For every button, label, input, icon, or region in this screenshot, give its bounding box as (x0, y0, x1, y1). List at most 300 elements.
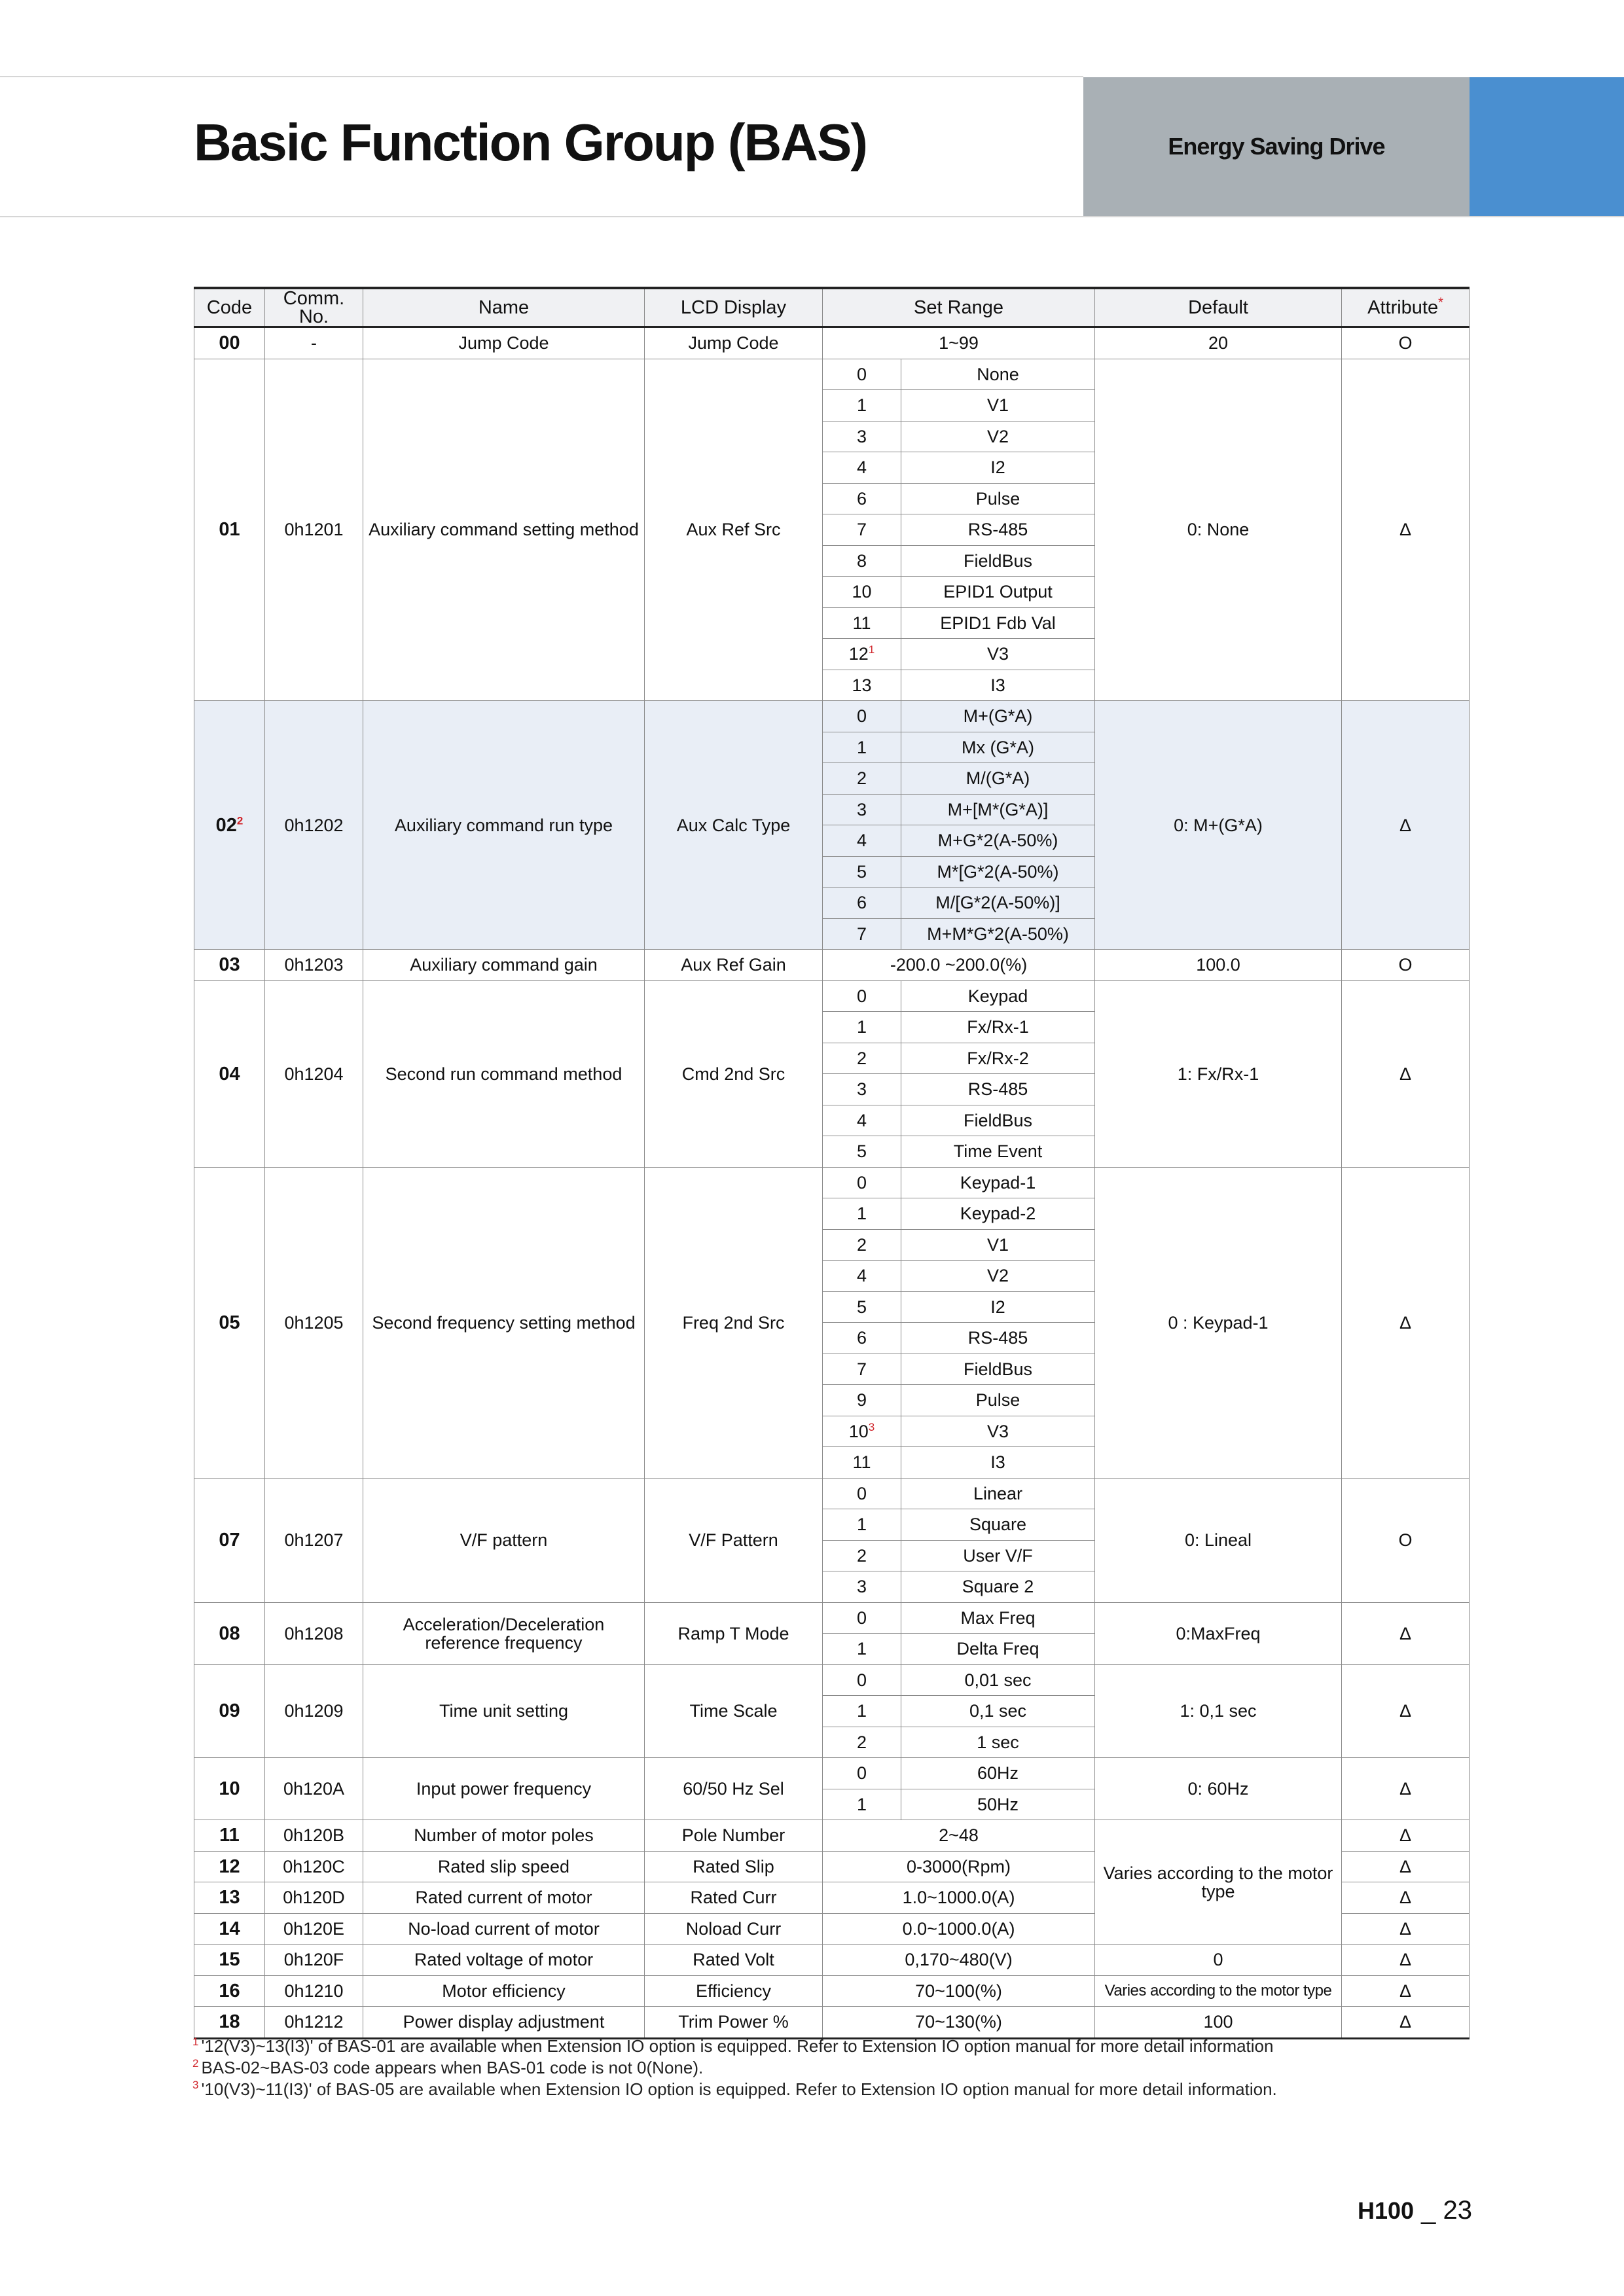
param-default: 0 (1095, 1945, 1342, 1976)
param-comm-no: 0h1212 (265, 2007, 363, 2039)
option-label: Fx/Rx-1 (901, 1012, 1095, 1043)
option-value-text: 3 (856, 799, 867, 819)
option-label: RS-485 (901, 1323, 1095, 1354)
table-row (194, 1820, 1470, 1852)
option-value (823, 888, 901, 919)
param-code-text: 05 (219, 1312, 240, 1333)
attribute-header-label: Attribute (1367, 297, 1439, 318)
option-value (823, 1416, 901, 1447)
param-lcd-display: V/F Pattern (645, 1478, 823, 1602)
option-value-text: 2 (856, 1048, 867, 1068)
table-row (194, 1664, 1470, 1696)
option-value (823, 670, 901, 701)
param-attribute: Δ (1342, 1758, 1470, 1820)
param-lcd-display: Aux Calc Type (645, 701, 823, 950)
param-set-range: 1~99 (823, 327, 1095, 359)
option-value (823, 1074, 901, 1105)
option-label: EPID1 Fdb Val (901, 607, 1095, 639)
footnote-1 (192, 2036, 1502, 2057)
param-default: 100.0 (1095, 950, 1342, 981)
option-value (823, 825, 901, 857)
option-label: I3 (901, 1447, 1095, 1479)
col-header-lcd-display: LCD Display (645, 288, 823, 327)
option-value (823, 1540, 901, 1571)
param-lcd-display: Ramp T Mode (645, 1602, 823, 1664)
col-header-code: Code (194, 288, 265, 327)
option-label: V3 (901, 1416, 1095, 1447)
param-name: Rated slip speed (363, 1851, 645, 1882)
option-label: V1 (901, 1229, 1095, 1261)
option-value (823, 1571, 901, 1603)
param-attribute: Δ (1342, 1975, 1470, 2007)
option-value (823, 421, 901, 452)
option-value-text: 5 (856, 1297, 867, 1317)
param-name: Second run command method (363, 980, 645, 1167)
option-value (823, 545, 901, 577)
option-value (823, 1012, 901, 1043)
option-label: Keypad-2 (901, 1198, 1095, 1230)
option-value-text: 5 (856, 1141, 867, 1162)
option-value-text: 1 (856, 1701, 867, 1721)
param-name: Second frequency setting method (363, 1167, 645, 1478)
option-value (823, 1323, 901, 1354)
option-value (823, 1136, 901, 1168)
param-code-text: 01 (219, 519, 240, 541)
param-code (194, 1882, 265, 1914)
param-comm-no: 0h120E (265, 1913, 363, 1945)
param-attribute: Δ (1342, 1820, 1470, 1852)
param-comm-no: 0h1205 (265, 1167, 363, 1478)
table-row (194, 1478, 1470, 1509)
param-comm-no: 0h120B (265, 1820, 363, 1852)
option-value (823, 1509, 901, 1541)
param-default: 20 (1095, 327, 1342, 359)
option-label: Keypad (901, 980, 1095, 1012)
option-value-text: 1 (856, 1017, 867, 1037)
param-set-range: 1.0~1000.0(A) (823, 1882, 1095, 1914)
option-value (823, 1447, 901, 1479)
param-name: Jump Code (363, 327, 645, 359)
option-value-text: 1 (856, 1204, 867, 1224)
option-value-text: 0 (856, 1172, 867, 1193)
param-lcd-display: Freq 2nd Src (645, 1167, 823, 1478)
param-set-range: 70~130(%) (823, 2007, 1095, 2039)
option-label: Linear (901, 1478, 1095, 1509)
param-code (194, 2007, 265, 2039)
option-value (823, 1634, 901, 1665)
option-label: Time Event (901, 1136, 1095, 1168)
param-lcd-display: Pole Number (645, 1820, 823, 1852)
option-label: Square (901, 1509, 1095, 1541)
param-set-range: 70~100(%) (823, 1975, 1095, 2007)
param-lcd-display: 60/50 Hz Sel (645, 1758, 823, 1820)
option-label: Keypad-1 (901, 1167, 1095, 1198)
option-label: FieldBus (901, 545, 1095, 577)
section-label: Energy Saving Drive (1168, 133, 1385, 160)
option-value-text: 4 (856, 1266, 867, 1286)
option-label: I2 (901, 452, 1095, 484)
option-value-text: 4 (856, 457, 867, 478)
option-value (823, 701, 901, 732)
col-header-attribute (1342, 288, 1470, 327)
table-row (194, 1758, 1470, 1789)
option-value (823, 483, 901, 514)
param-code-text: 09 (219, 1700, 240, 1722)
option-label: RS-485 (901, 514, 1095, 546)
option-label: 50Hz (901, 1789, 1095, 1820)
param-name: Power display adjustment (363, 2007, 645, 2039)
option-value-text: 0 (856, 1763, 867, 1784)
param-code (194, 1851, 265, 1882)
option-label: Max Freq (901, 1602, 1095, 1634)
option-label: M/(G*A) (901, 763, 1095, 795)
option-value (823, 763, 901, 795)
param-name: V/F pattern (363, 1478, 645, 1602)
option-value-text: 9 (856, 1390, 867, 1410)
option-label: M+G*2(A-50%) (901, 825, 1095, 857)
param-lcd-display: Noload Curr (645, 1913, 823, 1945)
page-number-value: 23 (1443, 2196, 1472, 2225)
param-comm-no: 0h1203 (265, 950, 363, 981)
param-code (194, 701, 265, 950)
option-value (823, 577, 901, 608)
param-code-text: 13 (219, 1887, 240, 1909)
param-name: Acceleration/Deceleration reference frequency (363, 1602, 645, 1664)
option-label: M+(G*A) (901, 701, 1095, 732)
option-value-text: 1 (856, 1639, 867, 1659)
option-value-text: 3 (856, 426, 867, 446)
footnote-text: '12(V3)~13(I3)' of BAS-01 are available when Extension IO option is equipped. Refer to Extension IO option manual for more detail information (201, 2036, 1274, 2056)
param-code (194, 1478, 265, 1602)
footnote-2 (192, 2057, 1502, 2079)
col-header-comm-no: Comm. No. (265, 288, 363, 327)
option-value (823, 514, 901, 546)
param-default: Varies according to the motor type (1095, 1820, 1342, 1945)
param-attribute: Δ (1342, 1882, 1470, 1914)
option-label: 60Hz (901, 1758, 1095, 1789)
accent-block (1470, 77, 1624, 216)
param-code-text: 07 (219, 1530, 240, 1551)
param-code-text: 10 (219, 1778, 240, 1799)
param-comm-no: 0h1208 (265, 1602, 363, 1664)
footnotes (192, 2036, 1502, 2100)
option-value-text: 1 (856, 395, 867, 416)
param-attribute: Δ (1342, 359, 1470, 701)
param-default: 0: Lineal (1095, 1478, 1342, 1602)
option-value-text: 0 (856, 706, 867, 726)
option-value (823, 980, 901, 1012)
param-code-text: 08 (219, 1623, 240, 1644)
footnote-text: '10(V3)~11(I3)' of BAS-05 are available when Extension IO option is equipped. Refer to Extension IO option manual for more detail information. (201, 2079, 1277, 2099)
table-row (194, 1602, 1470, 1634)
param-attribute: O (1342, 327, 1470, 359)
footnote-text: BAS-02~BAS-03 code appears when BAS-01 code is not 0(None). (201, 2058, 704, 2077)
option-label: I3 (901, 670, 1095, 701)
param-lcd-display: Trim Power % (645, 2007, 823, 2039)
option-value (823, 1198, 901, 1230)
option-label: V1 (901, 390, 1095, 422)
option-value (823, 1229, 901, 1261)
table-row (194, 1945, 1470, 1976)
option-label: FieldBus (901, 1105, 1095, 1136)
param-default: 0: 60Hz (1095, 1758, 1342, 1820)
param-code-text: 04 (219, 1063, 240, 1085)
param-code-text: 14 (219, 1918, 240, 1939)
param-code-text: 12 (219, 1856, 240, 1877)
param-code (194, 1758, 265, 1820)
option-value (823, 1291, 901, 1323)
param-comm-no: 0h1202 (265, 701, 363, 950)
option-value (823, 856, 901, 888)
option-value-text: 6 (856, 488, 867, 509)
param-code-text: 03 (219, 954, 240, 976)
footnote-number: 2 (192, 2057, 199, 2070)
col-header-name: Name (363, 288, 645, 327)
table-row (194, 950, 1470, 981)
param-name: Rated voltage of motor (363, 1945, 645, 1976)
option-value (823, 1602, 901, 1634)
param-default: 0: M+(G*A) (1095, 701, 1342, 950)
option-value-text: 0 (856, 986, 867, 1006)
option-value-text: 0 (856, 364, 867, 384)
option-value-text: 4 (856, 831, 867, 851)
option-value-text: 11 (852, 1452, 871, 1473)
option-value (823, 1727, 901, 1758)
option-value (823, 639, 901, 670)
option-value-text: 12 (848, 644, 869, 664)
param-code-text: 18 (219, 2011, 240, 2033)
param-default: 0 : Keypad-1 (1095, 1167, 1342, 1478)
param-code (194, 1602, 265, 1664)
param-name: Motor efficiency (363, 1975, 645, 2007)
option-value-text: 13 (852, 675, 872, 695)
option-label: 0,01 sec (901, 1664, 1095, 1696)
param-code (194, 1167, 265, 1478)
option-value-text: 0 (856, 1483, 867, 1503)
param-code (194, 950, 265, 981)
model-name: H100 (1357, 2197, 1415, 2224)
table-row (194, 1167, 1470, 1198)
page-title: Basic Function Group (BAS) (194, 113, 867, 171)
option-label: Fx/Rx-2 (901, 1043, 1095, 1074)
col-header-set-range: Set Range (823, 288, 1095, 327)
param-name: Input power frequency (363, 1758, 645, 1820)
param-default: Varies according to the motor type (1095, 1975, 1342, 2007)
option-value (823, 1043, 901, 1074)
param-code-text: 02 (215, 814, 237, 836)
param-lcd-display: Rated Curr (645, 1882, 823, 1914)
option-value (823, 732, 901, 763)
option-value (823, 1105, 901, 1136)
param-name: Auxiliary command gain (363, 950, 645, 981)
option-label: Pulse (901, 483, 1095, 514)
option-value-text: 10 (852, 582, 872, 602)
table-row (194, 701, 1470, 732)
table-row (194, 359, 1470, 390)
footnote-ref: 3 (868, 1420, 875, 1433)
param-code (194, 1820, 265, 1852)
param-code (194, 1975, 265, 2007)
table-row (194, 1975, 1470, 2007)
option-label: FieldBus (901, 1354, 1095, 1385)
col-header-default: Default (1095, 288, 1342, 327)
option-value-text: 7 (856, 520, 867, 540)
option-value (823, 918, 901, 950)
param-lcd-display: Aux Ref Gain (645, 950, 823, 981)
table-header-row (194, 288, 1470, 327)
param-default: 1: Fx/Rx-1 (1095, 980, 1342, 1167)
param-name: Rated current of motor (363, 1882, 645, 1914)
footnote-ref: 2 (236, 814, 244, 827)
param-attribute: Δ (1342, 701, 1470, 950)
option-label: V2 (901, 1261, 1095, 1292)
param-lcd-display: Rated Volt (645, 1945, 823, 1976)
option-value (823, 452, 901, 484)
param-comm-no: 0h120F (265, 1945, 363, 1976)
attribute-footnote-mark: * (1438, 295, 1443, 310)
option-label: M*[G*2(A-50%) (901, 856, 1095, 888)
header-bottom-rule (0, 216, 1624, 217)
option-value (823, 390, 901, 422)
option-label: User V/F (901, 1540, 1095, 1571)
param-comm-no: 0h120D (265, 1882, 363, 1914)
footnote-number: 3 (192, 2079, 199, 2092)
option-value-text: 10 (848, 1421, 869, 1441)
param-comm-no: 0h120A (265, 1758, 363, 1820)
param-attribute: Δ (1342, 1167, 1470, 1478)
param-comm-no: 0h1209 (265, 1664, 363, 1758)
option-value (823, 1261, 901, 1292)
page-separator: _ (1414, 2196, 1443, 2225)
param-comm-no: 0h1201 (265, 359, 363, 701)
param-comm-no: 0h120C (265, 1851, 363, 1882)
param-code-text: 11 (219, 1825, 240, 1846)
param-comm-no: 0h1207 (265, 1478, 363, 1602)
page-number (1358, 2196, 1472, 2225)
param-set-range: -200.0 ~200.0(%) (823, 950, 1095, 981)
param-attribute: Δ (1342, 980, 1470, 1167)
param-code (194, 359, 265, 701)
param-code-text: 16 (219, 1980, 240, 2001)
option-label: V3 (901, 639, 1095, 670)
option-value-text: 7 (856, 924, 867, 944)
param-lcd-display: Rated Slip (645, 1851, 823, 1882)
param-code (194, 1945, 265, 1976)
option-value (823, 1664, 901, 1696)
param-attribute: O (1342, 950, 1470, 981)
footnote-3 (192, 2079, 1502, 2100)
option-value-text: 1 (856, 1794, 867, 1814)
option-value (823, 1478, 901, 1509)
option-value-text: 3 (856, 1079, 867, 1100)
param-default: 1: 0,1 sec (1095, 1664, 1342, 1758)
option-label: Delta Freq (901, 1634, 1095, 1665)
param-default: 0:MaxFreq (1095, 1602, 1342, 1664)
option-label: Square 2 (901, 1571, 1095, 1603)
param-attribute: Δ (1342, 1602, 1470, 1664)
param-set-range: 0-3000(Rpm) (823, 1851, 1095, 1882)
option-value-text: 2 (856, 768, 867, 789)
footnote-number: 1 (192, 2036, 199, 2049)
param-set-range: 2~48 (823, 1820, 1095, 1852)
param-name: Auxiliary command run type (363, 701, 645, 950)
param-lcd-display: Aux Ref Src (645, 359, 823, 701)
option-value (823, 359, 901, 390)
section-tab (1083, 77, 1470, 216)
option-value (823, 1354, 901, 1385)
param-set-range: 0,170~480(V) (823, 1945, 1095, 1976)
param-comm-no: 0h1204 (265, 980, 363, 1167)
param-lcd-display: Time Scale (645, 1664, 823, 1758)
option-label: EPID1 Output (901, 577, 1095, 608)
option-label: I2 (901, 1291, 1095, 1323)
param-name: Auxiliary command setting method (363, 359, 645, 701)
option-value (823, 1696, 901, 1727)
param-comm-no: 0h1210 (265, 1975, 363, 2007)
option-value (823, 1385, 901, 1416)
param-code (194, 1664, 265, 1758)
param-code-text: 00 (219, 332, 240, 354)
option-value-text: 0 (856, 1670, 867, 1690)
option-value-text: 6 (856, 893, 867, 913)
option-value-text: 5 (856, 861, 867, 882)
option-label: V2 (901, 421, 1095, 452)
param-name: Time unit setting (363, 1664, 645, 1758)
option-value-text: 6 (856, 1328, 867, 1348)
option-value-text: 2 (856, 1732, 867, 1752)
option-value-text: 2 (856, 1545, 867, 1566)
option-value-text: 0 (856, 1607, 867, 1628)
option-label: M/[G*2(A-50%)] (901, 888, 1095, 919)
option-value-text: 2 (856, 1234, 867, 1255)
option-label: None (901, 359, 1095, 390)
option-value-text: 1 (856, 737, 867, 757)
header-top-rule (0, 76, 1083, 77)
option-value-text: 11 (852, 613, 871, 633)
option-value (823, 1789, 901, 1820)
table-row (194, 980, 1470, 1012)
option-label: Pulse (901, 1385, 1095, 1416)
option-label: RS-485 (901, 1074, 1095, 1105)
table-body (194, 327, 1470, 2039)
option-value-text: 7 (856, 1359, 867, 1379)
param-comm-no: - (265, 327, 363, 359)
option-value (823, 1167, 901, 1198)
param-attribute: Δ (1342, 1945, 1470, 1976)
table-row (194, 2007, 1470, 2039)
option-label: 0,1 sec (901, 1696, 1095, 1727)
param-default: 100 (1095, 2007, 1342, 2039)
option-value (823, 794, 901, 825)
param-attribute: O (1342, 1478, 1470, 1602)
param-code (194, 327, 265, 359)
param-lcd-display: Efficiency (645, 1975, 823, 2007)
option-label: Mx (G*A) (901, 732, 1095, 763)
param-name: Number of motor poles (363, 1820, 645, 1852)
option-label: M+M*G*2(A-50%) (901, 918, 1095, 950)
parameter-table (194, 287, 1470, 2039)
param-code (194, 980, 265, 1167)
param-attribute: Δ (1342, 1913, 1470, 1945)
param-attribute: Δ (1342, 1664, 1470, 1758)
option-label: M+[M*(G*A)] (901, 794, 1095, 825)
param-lcd-display: Jump Code (645, 327, 823, 359)
option-label: 1 sec (901, 1727, 1095, 1758)
option-value-text: 3 (856, 1577, 867, 1597)
param-code-text: 15 (219, 1949, 240, 1971)
param-attribute: Δ (1342, 1851, 1470, 1882)
option-value (823, 1758, 901, 1789)
